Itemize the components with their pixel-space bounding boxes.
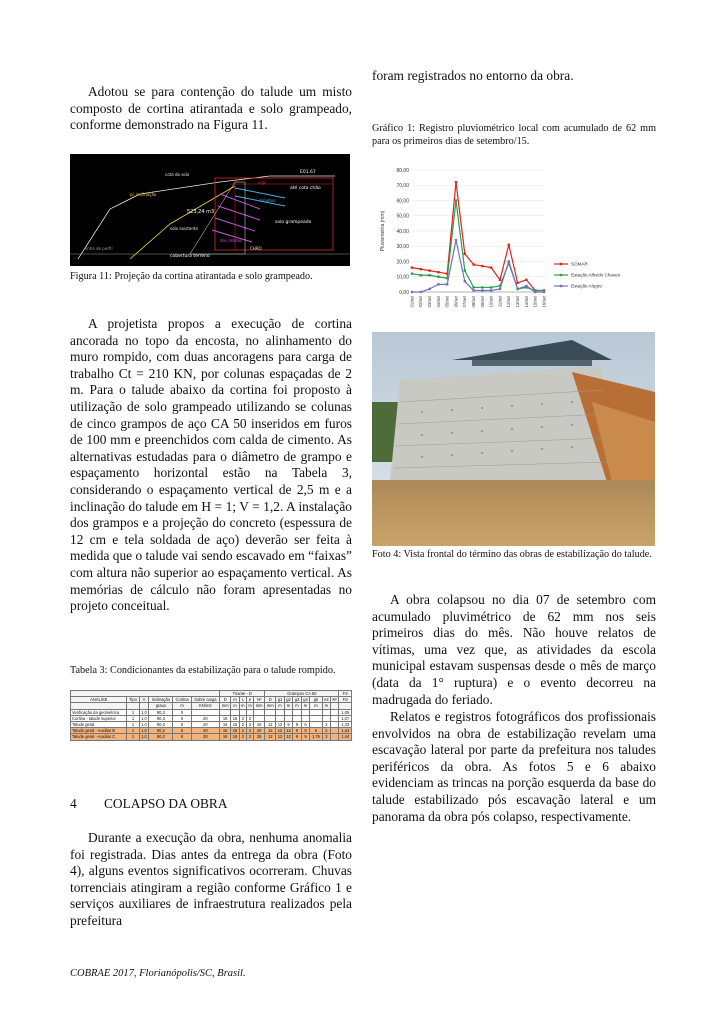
table-cell: 2	[322, 721, 331, 727]
legend-entry: Estação Alfredo Chaves	[571, 272, 621, 278]
table-cell: 2	[322, 728, 331, 734]
table-cell: 16	[220, 734, 231, 740]
paragraph-intro: Adotou se para contenção do talude um misto composto de cortina atirantada e solo grampeado, conforme demonstrado na Figura 11.	[70, 84, 352, 133]
series-point	[472, 263, 474, 265]
table-3-caption: Tabela 3: Condicionantes da estabilização para o talude rompido.	[70, 665, 336, 676]
table-unit-cell: KN/m2	[191, 703, 219, 709]
table-cell: 1,44	[339, 728, 352, 734]
y-tick-label: 60,00	[396, 198, 409, 205]
table-cell: Cortina - talude superior	[71, 715, 127, 721]
table-unit-cell: mm	[220, 703, 231, 709]
x-tick-label: 12/set	[506, 296, 512, 308]
series-point	[525, 285, 527, 287]
x-tick-label: 16/set	[541, 296, 547, 308]
table-cell: 90,2	[149, 734, 173, 740]
paragraph-continuation: foram registrados no entorno da obra.	[372, 68, 574, 83]
series-point	[481, 286, 483, 288]
y-tick-label: 10,00	[396, 274, 409, 281]
table-cell: 2	[239, 728, 246, 734]
series-point	[428, 288, 430, 290]
series-point	[464, 269, 466, 271]
series-point	[508, 260, 510, 262]
y-tick-label: 80,00	[396, 167, 409, 174]
table-header-cell: g4	[303, 697, 308, 703]
rainfall-line-chart	[372, 160, 656, 322]
table-cell: 1,0	[139, 721, 149, 727]
table-cell: 6	[173, 728, 191, 734]
table-cell: 15	[232, 734, 238, 740]
table-cell: 5	[173, 721, 191, 727]
x-tick-label: 15/set	[532, 296, 538, 308]
series-point	[508, 244, 510, 246]
y-tick-label: 70,00	[396, 183, 409, 190]
table-cell: 2	[246, 728, 253, 734]
table-cell: 9	[284, 721, 293, 727]
series-point	[499, 288, 501, 290]
table-cell: 6	[310, 728, 322, 734]
table-header-cell: m	[231, 697, 240, 703]
cad-volume-label: 523,24 m3	[187, 209, 215, 215]
table-cell: 16	[220, 728, 231, 734]
x-tick-label: 08/set	[471, 296, 476, 308]
table-cell: 12	[265, 734, 276, 740]
y-tick-label: 30,00	[396, 244, 409, 251]
table-unit-cell: m	[310, 703, 322, 709]
table-cell: 20	[191, 734, 219, 740]
x-tick-label: 04/set	[435, 296, 441, 308]
series-point	[472, 286, 474, 288]
table-group-header: Grampos CA 50	[265, 691, 339, 697]
section-number: 4	[70, 796, 77, 811]
series-point	[455, 199, 457, 201]
photo-4-slope-front-view	[372, 332, 655, 546]
table-cell: 6	[173, 734, 191, 740]
y-axis-label: Pluviometria (mm)	[380, 210, 386, 252]
x-tick-label: 07/set	[462, 296, 468, 308]
paragraph-design: A projetista propos a execução de cortina ancorada no topo da encosta, no alinhamento do muro rompido, com duas ancoragens para carga de trabalho Ct = 210 KN, por colunas espaçadas de 2 m. Para o talude abaixo da cortina foi proposto à utilização de solo grampeado utilizando se colunas de cinco grampos de aço CA 50 inseridos em furos de 100 mm e preenchidos com calda de cimento. As alternativas estudadas para o diâmetro de grampo e espaçamento horizontal estão na Tabela 3, considerando o espaçamento vertical de 2,5 m e a inclinação do talude em H = 1; V = 1,2. A instalação dos grampos e a projeção do concreto (espessura de 12 cm e tela soldada de aço) deverão ser feita à medida que o talude vai sendo escavado em “faixas” com altura não superior ao espaçamento vertical. As memórias de cálculo não foram apresentadas no projeto conceitual.	[70, 316, 352, 614]
table-cell: 15	[232, 722, 238, 728]
table-unit-cell: m	[293, 703, 302, 709]
table-header-cell: ANÁLISE	[71, 697, 127, 703]
x-tick-label: 06/set	[453, 296, 459, 308]
table-header-cell: D	[220, 697, 231, 703]
table-unit-cell: graus	[149, 703, 173, 709]
y-tick-label: 50,00	[396, 213, 409, 220]
table-cell: 12	[265, 721, 276, 727]
table-unit-cell: m	[241, 703, 245, 709]
legend-entry: SOMAR	[571, 261, 588, 267]
table-unit-cell: m	[322, 703, 331, 709]
series-point	[490, 266, 492, 268]
table-cell: 16	[220, 721, 231, 727]
table-cell: 9	[293, 728, 302, 734]
cad-label: solo grampeado	[275, 220, 312, 225]
cad-label: E01.67	[300, 170, 316, 175]
cad-label: CHÃO	[250, 246, 262, 251]
table-header-cell: FS	[339, 697, 352, 703]
series-point	[428, 274, 430, 276]
table-cell: 16	[220, 715, 231, 721]
table-cell: 2	[322, 734, 331, 740]
photo-4-caption: Foto 4: Vista frontal do término das obras de estabilização do talude.	[372, 549, 652, 560]
table-header-cell: g2	[286, 697, 291, 703]
series-point	[490, 286, 492, 288]
y-tick-label: 20,00	[396, 259, 409, 266]
table-cell: 1,0	[139, 728, 149, 734]
legend-marker	[560, 274, 562, 276]
table-header-cell: Inclinação	[149, 697, 173, 703]
legend-marker	[560, 285, 562, 287]
series-line	[412, 240, 544, 292]
series-point	[428, 269, 430, 271]
table-cell: 12	[286, 728, 291, 734]
table-header-cell: g1	[277, 697, 283, 703]
table-cell: 9	[293, 721, 302, 727]
table-cell: 2	[239, 734, 246, 740]
table-unit-cell: m	[248, 703, 252, 709]
table-cell: 2	[239, 715, 246, 721]
x-tick-label: 14/set	[523, 296, 529, 308]
table-cell: 20	[191, 715, 219, 721]
figure-11-caption: Figura 11: Projeção da cortina atirantada e solo grampeado.	[70, 271, 313, 282]
series-point	[464, 253, 466, 255]
table-header-cell: g3	[294, 697, 300, 703]
x-tick-label: 11/set	[497, 296, 503, 308]
paragraph-collapse-date: A obra colapsou no dia 07 de setembro com acumulado pluvimétrico de 62 mm nos seis primeiros dias do mês. Não houve relatos de vítimas, uma vez que, as atividades da escola municipal estavam suspensas desde o mês de março (data da 1° ruptura) e o evento decorreu na madrugada do feriado.	[372, 592, 656, 707]
x-tick-label: 02/set	[418, 296, 424, 308]
table-cell: 90,3	[149, 721, 173, 727]
series-point	[543, 291, 545, 293]
series-point	[411, 291, 413, 293]
table-cell: Talude geral - Auxiliar C	[71, 734, 127, 740]
x-tick-label: 13/set	[515, 296, 520, 308]
page-footer: COBRAE 2017, Florianópolis/SC, Brasil.	[70, 968, 246, 979]
table-cell: 6	[301, 721, 310, 727]
table-cell: 1,05	[339, 709, 352, 715]
table-header-cell: e2	[324, 697, 329, 703]
series-point	[464, 280, 466, 282]
table-header-cell: D	[265, 697, 276, 703]
table-cell: 1,0	[139, 709, 149, 715]
series-point	[472, 289, 474, 291]
table-header-cell: Nº	[332, 697, 337, 703]
cad-label: tirantes	[260, 198, 276, 203]
table-cell: 5	[173, 715, 191, 721]
table-cell: 1,0	[139, 734, 149, 740]
series-point	[499, 279, 501, 281]
table-cell: 1,76	[310, 734, 322, 740]
table-group-header: Tirante - D	[220, 691, 265, 697]
table-unit-cell: mm	[254, 703, 265, 709]
table-header-cell: g5	[310, 697, 322, 703]
x-tick-label: 01/set	[409, 296, 415, 308]
series-point	[534, 291, 536, 293]
table-cell: 20	[191, 721, 219, 727]
series-point	[437, 283, 439, 285]
table-cell: 2	[239, 721, 246, 727]
series-point	[525, 279, 527, 281]
series-point	[481, 289, 483, 291]
series-point	[446, 283, 448, 285]
cad-label: até cota chão	[290, 186, 321, 191]
table-cell: 9	[301, 728, 310, 734]
table-header-cell: e	[246, 697, 253, 703]
series-point	[411, 273, 413, 275]
series-point	[516, 288, 518, 290]
cad-label: linha de perfil	[85, 246, 113, 251]
table-cell: 12	[265, 728, 276, 734]
x-tick-label: 03/set	[427, 296, 432, 308]
series-point	[411, 266, 413, 268]
table-cell: 1,07	[339, 715, 352, 721]
legend-marker	[560, 263, 562, 265]
cad-label: pl. inclinação	[130, 192, 157, 197]
table-cell: 15	[232, 715, 238, 721]
table-cell: 2	[246, 715, 253, 721]
x-tick-label: 09/set	[479, 296, 485, 308]
y-tick-label: 40,00	[396, 228, 409, 235]
series-point	[455, 181, 457, 183]
series-point	[420, 291, 422, 293]
table-cell: Talude geral - Auxiliar B	[71, 728, 127, 734]
cad-label: cobertura terreno	[170, 254, 210, 259]
table-cell: 1	[127, 721, 139, 727]
table-header-cell: L	[239, 697, 246, 703]
table-unit-cell: m	[284, 703, 293, 709]
table-cell: 9	[293, 734, 302, 740]
table-cell: 90,3	[149, 709, 173, 715]
table-cell: 1	[127, 715, 139, 721]
table-3	[70, 690, 352, 741]
series-point	[481, 265, 483, 267]
table-unit-cell: m	[276, 703, 285, 709]
table-cell: 2	[246, 721, 253, 727]
paragraph-reports: Relatos e registros fotográficos dos profissionais envolvidos na obra de estabilização revelam uma escavação lateral por parte da prefeitura nos taludes periféricos da obra. As fotos 5 e 6 abaixo evidenciam as trincas na porção esquerda da base do talude estabilizado pós escavação lateral e um panorama da obra pós colapso, respectivamente.	[372, 709, 656, 824]
x-tick-label: 10/set	[488, 296, 494, 308]
photo-4-image	[372, 332, 655, 546]
cad-label: cota do solo	[165, 172, 190, 177]
series-line	[412, 182, 544, 290]
table-cell: 1	[127, 734, 139, 740]
series-point	[437, 276, 439, 278]
paragraph-collapse-intro: Durante a execução da obra, nenhuma anomalia foi registrada. Dias antes da entrega da obra (Foto 4), alguns eventos significativos ocorreram. Chuvas torrenciais atingiram a região conforme Gráfico 1 e serviços auxiliares de infraestrutura realizados pela prefeitura	[70, 830, 352, 928]
series-point	[490, 289, 492, 291]
table-cell: 0	[173, 709, 191, 715]
table-unit-cell: m	[301, 703, 310, 709]
table-header-cell: Cortina	[173, 697, 191, 703]
cad-label: viga	[258, 180, 267, 185]
table-cell: Verificação da geométrica	[71, 709, 127, 715]
table-cell: 1	[127, 728, 139, 734]
table-cell	[331, 734, 339, 740]
table-cell: 2	[246, 734, 253, 740]
table-cell: 12	[277, 728, 283, 734]
chart-1-caption: Gráfico 1: Registro pluviométrico local com acumulado de 62 mm para os primeiros dias de setembro/15.	[372, 123, 656, 147]
table-cell: 20	[254, 728, 265, 734]
cad-label: dos rebites	[220, 238, 243, 243]
table-header-cell: Sobre carga	[191, 697, 219, 703]
x-tick-label: 05/set	[444, 296, 450, 308]
figure-11-cad-drawing	[70, 154, 350, 266]
table-header-cell: Tipo	[127, 697, 139, 703]
table-header-cell: Nº	[254, 697, 265, 703]
table-cell: 15	[232, 728, 238, 734]
series-point	[516, 282, 518, 284]
table-cell: 90,2	[149, 728, 173, 734]
table-cell: 12	[286, 734, 291, 740]
table-group-header: FS	[339, 691, 352, 697]
table-unit-cell: mm	[265, 703, 276, 709]
table-cell: 12	[277, 722, 283, 728]
table-body	[71, 709, 352, 740]
table-cell: 1,33	[339, 721, 352, 727]
section-title: COLAPSO DA OBRA	[104, 796, 228, 811]
table-cell: 1,44	[339, 734, 352, 740]
table-header-cell: V	[139, 697, 149, 703]
legend-entry: Estação Alegre	[571, 283, 602, 289]
series-point	[455, 239, 457, 241]
table-cell: 16	[254, 721, 265, 727]
series-point	[420, 268, 422, 270]
table-cell: 25	[254, 734, 265, 740]
table-unit-cell: m	[231, 703, 240, 709]
table-row	[71, 734, 352, 740]
series-point	[420, 274, 422, 276]
series-point	[437, 271, 439, 273]
cad-label: solo existente	[170, 226, 198, 231]
table-cell: 90,3	[149, 715, 173, 721]
table-cell: 20	[191, 728, 219, 734]
table-cell: 12	[277, 734, 283, 740]
table-unit-cell: m	[173, 703, 191, 709]
table-cell: 1	[127, 709, 139, 715]
table-cell: Talude geral	[71, 721, 127, 727]
table-cell: 1,0	[139, 715, 149, 721]
table-cell: 9	[301, 734, 310, 740]
y-tick-label: 0,00	[399, 289, 409, 296]
